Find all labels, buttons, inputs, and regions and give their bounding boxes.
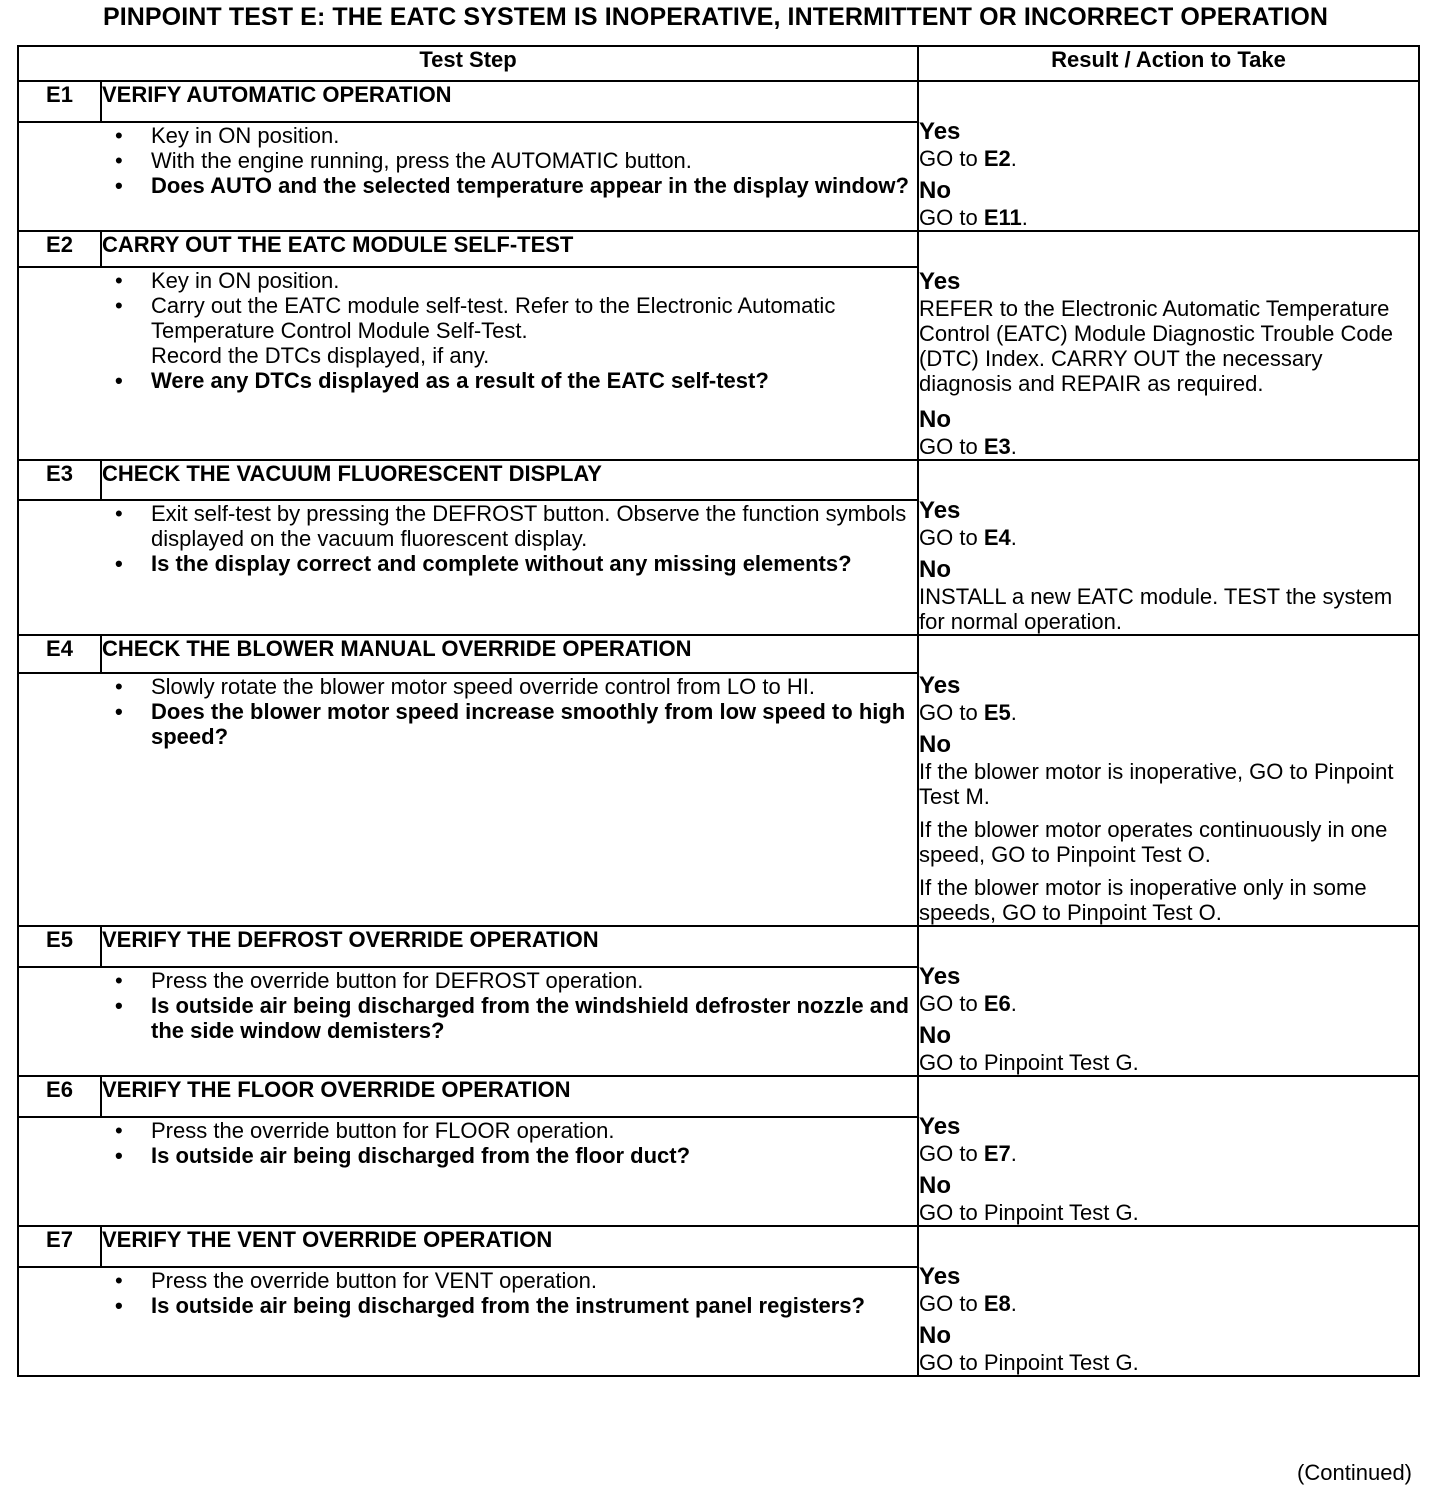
step-e2-result [918, 231, 1419, 460]
step-question: • Does AUTO and the selected temperature appear in the display window? [19, 173, 917, 198]
bullet-item: • Exit self-test by pressing the DEFROST button. Observe the function symbols displayed on the vacuum fluorescent display. [19, 501, 917, 551]
step-id: E3 [18, 460, 101, 500]
bullet-item: • Key in ON position. [19, 268, 917, 293]
yes-label: Yes [919, 497, 961, 524]
yes-action: GO to E8. [919, 1291, 1017, 1316]
yes-block [919, 497, 1418, 550]
yes-action: REFER to the Electronic Automatic Temperature Control (EATC) Module Diagnostic Trouble Code (DTC) Index. CARRY OUT the necessary diagnosis and REPAIR as required. [919, 296, 1394, 396]
step-body [18, 267, 918, 460]
bullet-item: • Slowly rotate the blower motor speed override control from LO to HI. [19, 674, 917, 699]
yes-label: Yes [919, 118, 961, 145]
no-action: INSTALL a new EATC module. TEST the system for normal operation. [919, 584, 1393, 634]
step-id: E1 [18, 81, 101, 122]
step-ref: E7 [983, 1141, 1011, 1166]
step-e6-result [918, 1076, 1419, 1226]
no-action: GO to E3. [919, 434, 1017, 459]
step-e7-title-row [18, 1226, 1419, 1267]
step-bullets [19, 1268, 917, 1318]
step-title: VERIFY THE VENT OVERRIDE OPERATION [101, 1226, 918, 1267]
yes-action: GO to E4. [919, 525, 1017, 550]
step-ref: E3 [983, 434, 1011, 459]
step-ref: E4 [983, 525, 1011, 550]
step-ref: E6 [983, 991, 1011, 1016]
no-action: If the blower motor is inoperative only in some speeds, GO to Pinpoint Test O. [919, 875, 1367, 925]
step-title: CHECK THE BLOWER MANUAL OVERRIDE OPERATION [101, 635, 918, 673]
step-e2-title-row [18, 231, 1419, 267]
step-e3-result [918, 460, 1419, 635]
bullet-item: • Key in ON position. [19, 123, 917, 148]
no-action: GO to Pinpoint Test G. [919, 1200, 1139, 1225]
table-header-row [18, 46, 1419, 81]
yes-action: GO to E6. [919, 991, 1017, 1016]
step-e1-title-row [18, 81, 1419, 122]
step-e5-result [918, 926, 1419, 1076]
no-action: GO to E11. [919, 205, 1028, 230]
no-action: GO to Pinpoint Test G. [919, 1350, 1139, 1375]
no-label: No [919, 177, 952, 204]
step-body [18, 673, 918, 926]
yes-label: Yes [919, 268, 961, 295]
step-title: CARRY OUT THE EATC MODULE SELF-TEST [101, 231, 918, 267]
yes-block [919, 1263, 1418, 1316]
no-label: No [919, 731, 952, 758]
step-ref: E8 [983, 1291, 1011, 1316]
no-label: No [919, 406, 952, 433]
result-header: Result / Action to Take [918, 46, 1419, 81]
pinpoint-test-table [17, 45, 1420, 1377]
step-ref: E5 [983, 700, 1011, 725]
no-block [919, 177, 1418, 230]
step-e4-result [918, 635, 1419, 926]
bullet-item: • With the engine running, press the AUTOMATIC button. [19, 148, 917, 173]
no-block [919, 1022, 1418, 1075]
yes-block [919, 672, 1418, 725]
step-id: E4 [18, 635, 101, 673]
step-e5-title-row [18, 926, 1419, 967]
no-label: No [919, 1322, 952, 1349]
yes-label: Yes [919, 1113, 961, 1140]
step-body [18, 1267, 918, 1376]
no-action: GO to Pinpoint Test G. [919, 1050, 1139, 1075]
step-title: VERIFY THE DEFROST OVERRIDE OPERATION [101, 926, 918, 967]
no-label: No [919, 1172, 952, 1199]
page-title: PINPOINT TEST E: THE EATC SYSTEM IS INOPERATIVE, INTERMITTENT OR INCORRECT OPERATION [102, 3, 1329, 31]
step-body [18, 1117, 918, 1226]
step-e6-title-row [18, 1076, 1419, 1117]
yes-action: GO to E2. [919, 146, 1017, 171]
step-body [18, 967, 918, 1076]
step-question: • Is the display correct and complete without any missing elements? [19, 551, 917, 576]
no-action: If the blower motor operates continuously in one speed, GO to Pinpoint Test O. [919, 817, 1388, 867]
no-block [919, 1322, 1418, 1375]
yes-label: Yes [919, 672, 961, 699]
test-step-header: Test Step [18, 46, 918, 81]
step-question: • Is outside air being discharged from the windshield defroster nozzle and the side window demisters? [19, 993, 917, 1043]
step-e4-title-row [18, 635, 1419, 673]
yes-block [919, 963, 1418, 1016]
step-question: • Is outside air being discharged from the instrument panel registers? [19, 1293, 917, 1318]
step-body [18, 122, 918, 231]
step-ref: E2 [983, 146, 1011, 171]
step-question: • Does the blower motor speed increase smoothly from low speed to high speed? [19, 699, 917, 749]
step-ref: E11 [983, 205, 1022, 230]
no-block [919, 731, 1418, 925]
step-id: E7 [18, 1226, 101, 1267]
bullet-item: • Press the override button for VENT operation. [19, 1268, 917, 1293]
no-block [919, 1172, 1418, 1225]
step-bullets [19, 1118, 917, 1168]
step-bullets [19, 123, 917, 198]
step-bullets [19, 968, 917, 1043]
step-title: CHECK THE VACUUM FLUORESCENT DISPLAY [101, 460, 918, 500]
step-id: E5 [18, 926, 101, 967]
step-bullets [19, 501, 917, 576]
no-block [919, 406, 1418, 459]
no-label: No [919, 1022, 952, 1049]
step-id: E6 [18, 1076, 101, 1117]
no-label: No [919, 556, 952, 583]
yes-action: GO to E5. [919, 700, 1017, 725]
no-block [919, 556, 1418, 634]
yes-label: Yes [919, 1263, 961, 1290]
step-id: E2 [18, 231, 101, 267]
bullet-item: • Press the override button for DEFROST operation. [19, 968, 917, 993]
bullet-item: • Press the override button for FLOOR operation. [19, 1118, 917, 1143]
yes-block [919, 268, 1418, 396]
step-e7-result [918, 1226, 1419, 1376]
step-e3-title-row [18, 460, 1419, 500]
bullet-item: • Carry out the EATC module self-test. Refer to the Electronic Automatic Temperature Control Module Self-Test. Record the DTCs displayed, if any. [19, 293, 917, 368]
no-action: If the blower motor is inoperative, GO to Pinpoint Test M. [919, 759, 1394, 809]
step-e1-result [918, 81, 1419, 231]
yes-block [919, 118, 1418, 171]
step-title: VERIFY AUTOMATIC OPERATION [101, 81, 918, 122]
continued-label: (Continued) [1297, 1460, 1412, 1485]
step-bullets [19, 674, 917, 749]
yes-action: GO to E7. [919, 1141, 1017, 1166]
step-question: • Were any DTCs displayed as a result of the EATC self-test? [19, 368, 917, 393]
yes-label: Yes [919, 963, 961, 990]
step-question: • Is outside air being discharged from the floor duct? [19, 1143, 917, 1168]
step-bullets [19, 268, 917, 393]
step-body [18, 500, 918, 635]
step-title: VERIFY THE FLOOR OVERRIDE OPERATION [101, 1076, 918, 1117]
yes-block [919, 1113, 1418, 1166]
